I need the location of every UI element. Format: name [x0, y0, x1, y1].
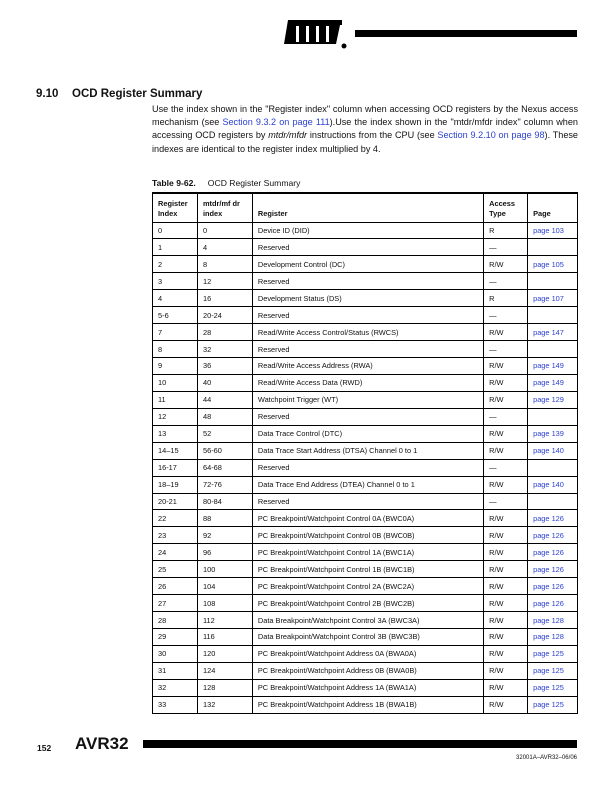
table-row: [153, 222, 578, 239]
register-index: 16-17: [153, 459, 198, 476]
access-type: R/W: [484, 578, 528, 595]
page-link[interactable]: page 105: [528, 256, 578, 273]
table-row: [153, 358, 578, 375]
text: ). These indexes are identical to the register index multiplied by 4.: [152, 130, 578, 154]
register-name: PC Breakpoint/Watchpoint Control 2B (BWC2B): [252, 595, 483, 612]
page-link: [528, 493, 578, 510]
access-type: —: [484, 239, 528, 256]
access-type: —: [484, 408, 528, 425]
page-link[interactable]: page 125: [528, 679, 578, 696]
access-type: R/W: [484, 442, 528, 459]
mtdr-index: 108: [197, 595, 252, 612]
access-type: R/W: [484, 544, 528, 561]
page-link[interactable]: page 126: [528, 595, 578, 612]
link-section-9-2-10[interactable]: Section 9.2.10 on page 98: [437, 130, 545, 141]
mtdr-index: 92: [197, 527, 252, 544]
register-index: 23: [153, 527, 198, 544]
page-link[interactable]: page 140: [528, 442, 578, 459]
register-index: 13: [153, 425, 198, 442]
register-index: 4: [153, 290, 198, 307]
page-link[interactable]: page 128: [528, 612, 578, 629]
caption-label: Table 9-62.: [152, 178, 196, 188]
access-type: —: [484, 493, 528, 510]
mtdr-index: 36: [197, 358, 252, 375]
page-link[interactable]: page 103: [528, 222, 578, 239]
mtdr-index: 96: [197, 544, 252, 561]
register-name: Development Status (DS): [252, 290, 483, 307]
page-link[interactable]: page 125: [528, 696, 578, 713]
access-type: R/W: [484, 510, 528, 527]
register-index: 29: [153, 629, 198, 646]
access-type: —: [484, 459, 528, 476]
page-link[interactable]: page 128: [528, 629, 578, 646]
access-type: R/W: [484, 679, 528, 696]
mtdr-index: 0: [197, 222, 252, 239]
register-index: 22: [153, 510, 198, 527]
table-caption: [152, 178, 300, 188]
table-row: [153, 459, 578, 476]
register-index: 27: [153, 595, 198, 612]
mtdr-index: 52: [197, 425, 252, 442]
mtdr-index: 4: [197, 239, 252, 256]
access-type: R/W: [484, 324, 528, 341]
register-name: Device ID (DID): [252, 222, 483, 239]
page-link[interactable]: page 125: [528, 662, 578, 679]
register-name: Reserved: [252, 307, 483, 324]
page-link[interactable]: page 147: [528, 324, 578, 341]
register-name: Reserved: [252, 273, 483, 290]
link-section-9-3-2[interactable]: Section 9.3.2 on page 111: [222, 117, 330, 128]
table-row: [153, 696, 578, 713]
register-name: Watchpoint Trigger (WT): [252, 391, 483, 408]
table-row: [153, 510, 578, 527]
header-rule: [355, 30, 577, 37]
mtdr-index: 40: [197, 374, 252, 391]
table-row: [153, 391, 578, 408]
mtdr-index: 8: [197, 256, 252, 273]
text: mtdr/mfdr: [268, 130, 308, 141]
mtdr-index: 16: [197, 290, 252, 307]
register-index: 2: [153, 256, 198, 273]
table-row: [153, 578, 578, 595]
table-row: [153, 679, 578, 696]
mtdr-index: 112: [197, 612, 252, 629]
access-type: R: [484, 290, 528, 307]
page-link: [528, 307, 578, 324]
page-link: [528, 239, 578, 256]
mtdr-index: 12: [197, 273, 252, 290]
mtdr-index: 120: [197, 645, 252, 662]
register-index: 8: [153, 341, 198, 358]
page-link[interactable]: page 126: [528, 544, 578, 561]
mtdr-index: 72-76: [197, 476, 252, 493]
col-page: Page: [528, 193, 578, 222]
caption-title: OCD Register Summary: [207, 178, 301, 188]
register-index: 0: [153, 222, 198, 239]
table-row: [153, 442, 578, 459]
access-type: R/W: [484, 527, 528, 544]
access-type: R/W: [484, 358, 528, 375]
access-type: R/W: [484, 595, 528, 612]
page-link[interactable]: page 149: [528, 358, 578, 375]
col-access-type: Access Type: [484, 193, 528, 222]
page-link[interactable]: page 139: [528, 425, 578, 442]
section-number: 9.10: [36, 88, 59, 100]
register-index: 11: [153, 391, 198, 408]
table-row: [153, 645, 578, 662]
register-index: 32: [153, 679, 198, 696]
register-name: PC Breakpoint/Watchpoint Control 1A (BWC1A): [252, 544, 483, 561]
mtdr-index: 56-60: [197, 442, 252, 459]
page-link: [528, 273, 578, 290]
access-type: R/W: [484, 645, 528, 662]
mtdr-index: 104: [197, 578, 252, 595]
register-index: 28: [153, 612, 198, 629]
section-title: OCD Register Summary: [72, 88, 203, 100]
footer-title: AVR32: [75, 734, 129, 753]
table-row: [153, 493, 578, 510]
table-row: [153, 341, 578, 358]
register-index: 24: [153, 544, 198, 561]
access-type: R/W: [484, 561, 528, 578]
table-header-row: [153, 193, 578, 222]
access-type: R/W: [484, 629, 528, 646]
access-type: —: [484, 273, 528, 290]
table-row: [153, 561, 578, 578]
access-type: R/W: [484, 662, 528, 679]
register-name: Data Trace End Address (DTEA) Channel 0 to 1: [252, 476, 483, 493]
page-link[interactable]: page 126: [528, 510, 578, 527]
table-row: [153, 527, 578, 544]
page-link[interactable]: page 140: [528, 476, 578, 493]
register-name: PC Breakpoint/Watchpoint Control 1B (BWC1B): [252, 561, 483, 578]
register-name: Data Breakpoint/Watchpoint Control 3B (BWC3B): [252, 629, 483, 646]
page-link[interactable]: page 129: [528, 391, 578, 408]
footer-rule: [143, 740, 577, 748]
access-type: R/W: [484, 696, 528, 713]
table-row: [153, 662, 578, 679]
mtdr-index: 100: [197, 561, 252, 578]
document-id: 32001A–AVR32–06/06: [516, 755, 577, 761]
section-heading: [36, 88, 202, 100]
table-row: [153, 595, 578, 612]
register-name: Reserved: [252, 493, 483, 510]
table-row: [153, 239, 578, 256]
mtdr-index: 88: [197, 510, 252, 527]
register-name: PC Breakpoint/Watchpoint Control 2A (BWC2A): [252, 578, 483, 595]
access-type: —: [484, 341, 528, 358]
mtdr-index: 64-68: [197, 459, 252, 476]
page-link: [528, 459, 578, 476]
page-link[interactable]: page 107: [528, 290, 578, 307]
col-register-index: Register Index: [153, 193, 198, 222]
access-type: R: [484, 222, 528, 239]
text: ).Use the index shown in the "mtdr/mfdr index" column when accessing OCD registers by: [152, 117, 578, 141]
register-index: 9: [153, 358, 198, 375]
register-name: Data Trace Start Address (DTSA) Channel 0 to 1: [252, 442, 483, 459]
intro-paragraph: [152, 103, 578, 156]
table-row: [153, 307, 578, 324]
register-name: PC Breakpoint/Watchpoint Address 1A (BWA1A): [252, 679, 483, 696]
col-mtdr-index: mtdr/mf dr index: [197, 193, 252, 222]
mtdr-index: 128: [197, 679, 252, 696]
access-type: R/W: [484, 374, 528, 391]
table-row: [153, 425, 578, 442]
register-name: Read/Write Access Control/Status (RWCS): [252, 324, 483, 341]
access-type: R/W: [484, 256, 528, 273]
mtdr-index: 32: [197, 341, 252, 358]
register-index: 10: [153, 374, 198, 391]
table-row: [153, 324, 578, 341]
register-index: 5-6: [153, 307, 198, 324]
text: instructions from the CPU (see: [307, 130, 438, 141]
register-index: 1: [153, 239, 198, 256]
register-index: 30: [153, 645, 198, 662]
table-row: [153, 290, 578, 307]
page-link[interactable]: page 126: [528, 578, 578, 595]
page-number: 152: [37, 743, 52, 753]
register-name: Reserved: [252, 459, 483, 476]
table-row: [153, 273, 578, 290]
register-name: Reserved: [252, 408, 483, 425]
register-name: Development Control (DC): [252, 256, 483, 273]
register-index: 12: [153, 408, 198, 425]
register-name: Read/Write Access Data (RWD): [252, 374, 483, 391]
mtdr-index: 20-24: [197, 307, 252, 324]
register-index: 31: [153, 662, 198, 679]
atmel-logo: [282, 16, 348, 50]
register-index: 26: [153, 578, 198, 595]
page-link: [528, 408, 578, 425]
register-index: 14–15: [153, 442, 198, 459]
page-link[interactable]: page 126: [528, 561, 578, 578]
mtdr-index: 132: [197, 696, 252, 713]
access-type: R/W: [484, 391, 528, 408]
page-link[interactable]: page 125: [528, 645, 578, 662]
mtdr-index: 28: [197, 324, 252, 341]
register-summary-table: [152, 192, 578, 714]
register-name: PC Breakpoint/Watchpoint Address 0A (BWA0A): [252, 645, 483, 662]
page-link: [528, 341, 578, 358]
register-name: Data Breakpoint/Watchpoint Control 3A (BWC3A): [252, 612, 483, 629]
page-link[interactable]: page 126: [528, 527, 578, 544]
register-name: PC Breakpoint/Watchpoint Address 0B (BWA0B): [252, 662, 483, 679]
table-row: [153, 544, 578, 561]
register-index: 25: [153, 561, 198, 578]
mtdr-index: 116: [197, 629, 252, 646]
access-type: —: [484, 307, 528, 324]
table-row: [153, 408, 578, 425]
table-row: [153, 629, 578, 646]
text: Use the index shown in the "Register index" column when accessing OCD registers by the Nexus access mechanism (see: [152, 104, 578, 128]
register-name: Reserved: [252, 341, 483, 358]
register-name: PC Breakpoint/Watchpoint Control 0B (BWC0B): [252, 527, 483, 544]
col-register: Register: [252, 193, 483, 222]
mtdr-index: 80-84: [197, 493, 252, 510]
table-row: [153, 476, 578, 493]
table-row: [153, 612, 578, 629]
access-type: R/W: [484, 612, 528, 629]
register-name: PC Breakpoint/Watchpoint Address 1B (BWA1B): [252, 696, 483, 713]
register-index: 20-21: [153, 493, 198, 510]
mtdr-index: 124: [197, 662, 252, 679]
table-row: [153, 256, 578, 273]
mtdr-index: 48: [197, 408, 252, 425]
register-index: 33: [153, 696, 198, 713]
table-row: [153, 374, 578, 391]
access-type: R/W: [484, 425, 528, 442]
register-name: PC Breakpoint/Watchpoint Control 0A (BWC0A): [252, 510, 483, 527]
access-type: R/W: [484, 476, 528, 493]
register-name: Read/Write Access Address (RWA): [252, 358, 483, 375]
register-index: 18–19: [153, 476, 198, 493]
register-index: 3: [153, 273, 198, 290]
mtdr-index: 44: [197, 391, 252, 408]
register-index: 7: [153, 324, 198, 341]
register-name: Data Trace Control (DTC): [252, 425, 483, 442]
register-name: Reserved: [252, 239, 483, 256]
page-link[interactable]: page 149: [528, 374, 578, 391]
